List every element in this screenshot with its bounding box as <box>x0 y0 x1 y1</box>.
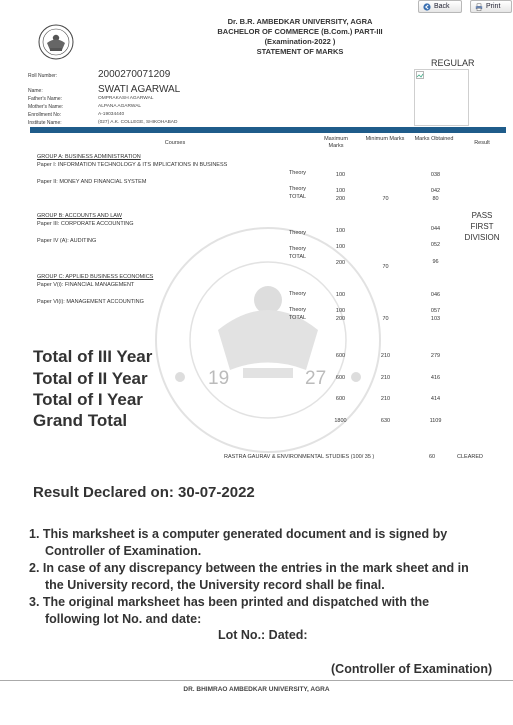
group-a-total-max: 200 <box>335 196 346 202</box>
group-a-total-obt: 80 <box>432 196 439 202</box>
total-label: Total of II Year <box>33 369 148 388</box>
footer-divider <box>0 680 513 681</box>
group-b-total-min: 70 <box>382 264 389 270</box>
group-c-total-label: TOTAL <box>288 315 307 321</box>
paper-5-title: Paper V(i): FINANCIAL MANAGEMENT <box>37 282 135 288</box>
student-photo <box>414 69 469 126</box>
print-button[interactable] <box>470 0 512 13</box>
broken-image-icon <box>416 71 424 79</box>
roll-number: 2000270071209 <box>98 69 171 80</box>
paper-4-title: Paper IV (A): AUDITING <box>37 238 97 244</box>
total-max: 600 <box>335 396 346 402</box>
name-label: Name: <box>28 88 43 94</box>
result-line-3: DIVISION <box>464 233 500 242</box>
group-b-total-obt: 96 <box>432 259 439 265</box>
print-label: Print <box>486 3 501 10</box>
total-min: 630 <box>380 418 391 424</box>
note-3: 3. The original marksheet has been printed and dispatched with the <box>29 595 430 609</box>
paper-4-obt: 052 <box>430 242 441 248</box>
group-b-total-label: TOTAL <box>288 254 307 260</box>
paper-1-title: Paper I: INFORMATION TECHNOLOGY & ITS IMPLICATIONS IN BUSINESS <box>37 162 228 168</box>
paper-1-obt: 038 <box>430 172 441 178</box>
group-a-total-label: TOTAL <box>288 194 307 200</box>
exam-name: (Examination-2022 ) <box>264 37 336 46</box>
university-name: Dr. B.R. AMBEDKAR UNIVERSITY, AGRA <box>227 17 373 26</box>
group-a-title: GROUP A: BUSINESS ADMINISTRATION <box>37 154 141 160</box>
total-label: Total of III Year <box>33 347 153 366</box>
paper-3-type: Theory <box>288 230 307 236</box>
total-max: 1800 <box>334 418 347 424</box>
institute-label: Institute Name: <box>28 120 62 126</box>
note-2-cont: the University record, the University record shall be final. <box>45 578 385 592</box>
mother-name: ALPANA AGARWAL <box>98 104 142 109</box>
paper-2-max: 100 <box>335 188 346 194</box>
paper-6-obt: 057 <box>430 308 441 314</box>
back-button[interactable] <box>418 0 462 13</box>
col-courses: Courses <box>164 140 186 146</box>
enrollment-number: A-19034440 <box>98 112 125 117</box>
note-1-cont: Controller of Examination. <box>45 544 202 558</box>
note-3-cont: following lot No. and date: <box>45 612 202 626</box>
lot-and-date: Lot No.: Dated: <box>218 628 308 642</box>
back-label: Back <box>434 3 450 10</box>
total-label: Grand Total <box>33 411 128 430</box>
group-c-total-min: 70 <box>382 316 389 322</box>
enrollment-label: Enrollment No: <box>28 112 62 118</box>
total-max: 600 <box>335 375 346 381</box>
total-min: 210 <box>380 375 391 381</box>
extra-subject: RASTRA GAURAV & ENVIRONMENTAL STUDIES (100/ 35 ) <box>224 454 375 460</box>
total-min: 210 <box>380 396 391 402</box>
note-2: 2. In case of any discrepancy between the entries in the mark sheet and in <box>29 561 469 575</box>
footer-text: DR. BHIMRAO AMBEDKAR UNIVERSITY, AGRA <box>183 686 330 693</box>
total-obt: 416 <box>430 375 441 381</box>
paper-5-obt: 046 <box>430 292 441 298</box>
total-label: Total of I Year <box>33 390 143 409</box>
group-c-total-max: 200 <box>335 316 346 322</box>
paper-6-max: 100 <box>335 308 346 314</box>
total-obt: 414 <box>430 396 441 402</box>
total-min: 210 <box>380 353 391 359</box>
watermark-year-right: 27 <box>305 368 327 389</box>
student-status: REGULAR <box>431 58 475 68</box>
col-obtained: Marks Obtained <box>414 136 454 142</box>
paper-1-max: 100 <box>335 172 346 178</box>
back-arrow-icon <box>423 3 431 11</box>
paper-2-obt: 042 <box>430 188 441 194</box>
note-1: 1. This marksheet is a computer generated document and is signed by <box>29 527 448 541</box>
father-label: Father's Name: <box>28 96 63 102</box>
course-name: BACHELOR OF COMMERCE (B.Com.) PART-III <box>217 27 383 36</box>
institute-name: (027) A.K. COLLEGE, SHIKOHABAD <box>98 120 178 125</box>
controller-signature: (Controller of Examination) <box>331 662 493 676</box>
col-result: Result <box>474 140 490 146</box>
paper-2-title: Paper II: MONEY AND FINANCIAL SYSTEM <box>37 179 147 185</box>
paper-4-type: Theory <box>288 246 307 252</box>
paper-5-max: 100 <box>335 292 346 298</box>
group-b-total-max: 200 <box>335 260 346 266</box>
watermark-year-left: 19 <box>208 368 230 389</box>
printer-icon <box>475 3 483 11</box>
statement-title: STATEMENT OF MARKS <box>256 47 344 56</box>
father-name: OMPRAKASH AGARWAL <box>98 96 154 101</box>
extra-result: CLEARED <box>457 454 483 460</box>
student-name: SWATI AGARWAL <box>98 84 181 95</box>
result-line-2: FIRST <box>470 222 494 231</box>
paper-3-obt: 044 <box>430 226 441 232</box>
mother-label: Mother's Name: <box>28 104 64 110</box>
paper-4-max: 100 <box>335 244 346 250</box>
group-a-total-min: 70 <box>382 196 389 202</box>
header-divider <box>30 127 506 133</box>
col-min-marks: Minimum Marks <box>365 136 405 142</box>
paper-3-title: Paper III: CORPORATE ACCOUNTING <box>37 221 134 227</box>
paper-1-type: Theory <box>288 170 307 176</box>
group-c-total-obt: 103 <box>430 316 441 322</box>
col-max-marks: Maximum Marks <box>324 136 348 149</box>
group-c-title: GROUP C: APPLIED BUSINESS ECONOMICS <box>37 274 154 280</box>
paper-2-type: Theory <box>288 186 307 192</box>
paper-3-max: 100 <box>335 228 346 234</box>
paper-6-title: Paper VI(i): MANAGEMENT ACCOUNTING <box>37 299 144 305</box>
group-b-title: GROUP B: ACCOUNTS AND LAW <box>37 213 122 219</box>
university-logo <box>38 24 74 60</box>
total-max: 600 <box>335 353 346 359</box>
total-obt: 279 <box>430 353 441 359</box>
paper-6-type: Theory <box>288 307 307 313</box>
extra-marks: 60 <box>429 454 436 460</box>
total-obt: 1109 <box>429 418 442 424</box>
paper-5-type: Theory <box>288 291 307 297</box>
result-declared: Result Declared on: 30-07-2022 <box>33 484 255 501</box>
result-line-1: PASS <box>471 211 493 220</box>
roll-label: Roll Number: <box>28 73 58 79</box>
